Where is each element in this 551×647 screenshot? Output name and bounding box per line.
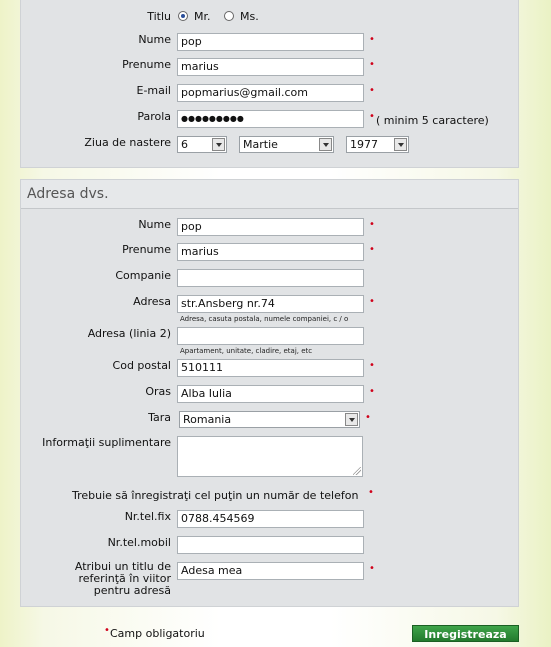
resize-grip-icon[interactable] <box>353 467 361 475</box>
company-input[interactable] <box>177 269 364 287</box>
required-star: • <box>369 59 375 70</box>
birth-year-select[interactable] <box>346 136 409 153</box>
phone-fix-label: Nr.tel.fix <box>124 510 171 523</box>
address2-hint: Apartament, unitate, cladire, etaj, etc <box>180 347 313 355</box>
required-star: • <box>369 563 375 574</box>
required-star: • <box>368 487 374 498</box>
required-star: • <box>369 386 375 397</box>
chevron-down-icon <box>319 138 332 151</box>
address-input[interactable]: str.Ansberg nr.74 <box>177 295 364 313</box>
address2-input[interactable] <box>177 327 364 345</box>
chevron-down-icon <box>345 413 358 426</box>
title-label: Titlu <box>147 10 171 23</box>
title-mr-radio[interactable] <box>178 11 188 21</box>
title-ms-radio[interactable] <box>224 11 234 21</box>
required-star: • <box>369 85 375 96</box>
required-star: • <box>104 625 110 636</box>
password-input[interactable]: ●●●●●●●●● <box>177 110 364 128</box>
alias-label: Atribui un titlu de referinţă în viitor pentru adresă <box>74 560 171 597</box>
addr-name-input[interactable]: pop <box>177 218 364 236</box>
title-mr-label: Mr. <box>194 10 211 23</box>
required-star: • <box>369 360 375 371</box>
required-note: Camp obligatoriu <box>110 627 205 640</box>
required-star: • <box>369 296 375 307</box>
country-select[interactable] <box>179 411 360 428</box>
birth-day-select[interactable] <box>177 136 227 153</box>
birth-month-value: Martie <box>243 138 278 151</box>
company-label: Companie <box>115 269 171 282</box>
email-input[interactable]: popmarius@gmail.com <box>177 84 364 102</box>
chevron-down-icon <box>212 138 225 151</box>
required-star: • <box>369 244 375 255</box>
address-hint: Adresa, casuta postala, numele companiei, c / o <box>180 315 349 323</box>
extra-info-label: Informaţii suplimentare <box>42 436 171 449</box>
birth-month-select[interactable] <box>239 136 334 153</box>
postal-label: Cod postal <box>112 359 171 372</box>
address-label: Adresa <box>133 295 171 308</box>
firstname-input[interactable]: marius <box>177 58 364 76</box>
required-star: • <box>369 219 375 230</box>
chevron-down-icon <box>394 138 407 151</box>
address-header <box>21 180 518 209</box>
phone-mobile-label: Nr.tel.mobil <box>107 536 171 549</box>
city-input[interactable]: Alba Iulia <box>177 385 364 403</box>
firstname-label: Prenume <box>122 58 171 71</box>
phone-notice: Trebuie să înregistraţi cel puţin un număr de telefon <box>72 489 359 502</box>
required-star: • <box>369 111 375 122</box>
address2-label: Adresa (linia 2) <box>87 327 171 340</box>
required-star: • <box>365 412 371 423</box>
addr-name-label: Nume <box>138 218 171 231</box>
addr-firstname-input[interactable]: marius <box>177 243 364 261</box>
birth-day-value: 6 <box>181 138 188 151</box>
password-hint: ( minim 5 caractere) <box>376 114 489 127</box>
email-label: E-mail <box>136 84 171 97</box>
register-button[interactable]: Inregistreaza <box>412 625 519 642</box>
required-star: • <box>369 34 375 45</box>
extra-info-textarea[interactable] <box>177 436 363 477</box>
birthday-label: Ziua de nastere <box>84 136 171 149</box>
addr-firstname-label: Prenume <box>122 243 171 256</box>
address-header-title: Adresa dvs. <box>27 186 109 202</box>
postal-input[interactable]: 510111 <box>177 359 364 377</box>
country-label: Tara <box>148 411 171 424</box>
title-ms-label: Ms. <box>240 10 259 23</box>
name-label: Nume <box>138 33 171 46</box>
password-label: Parola <box>137 110 171 123</box>
alias-input[interactable]: Adesa mea <box>177 562 364 580</box>
city-label: Oras <box>145 385 171 398</box>
birth-year-value: 1977 <box>350 138 378 151</box>
phone-fix-input[interactable]: 0788.454569 <box>177 510 364 528</box>
phone-mobile-input[interactable] <box>177 536 364 554</box>
name-input[interactable]: pop <box>177 33 364 51</box>
country-value: Romania <box>183 413 232 426</box>
